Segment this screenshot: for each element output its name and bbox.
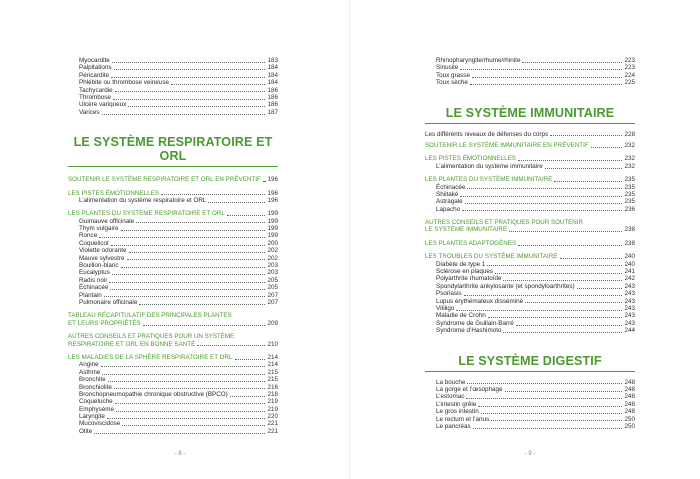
leader-dots [112,61,266,63]
entry-page: 241 [624,268,635,276]
leader-dots [114,387,266,389]
entry-page: 232 [624,155,635,163]
page-number: - 8 - [174,451,186,457]
toc-entry[interactable] [68,406,278,413]
entry-page: 250 [624,422,635,430]
leader-dots [99,236,265,238]
leader-dots [516,324,623,326]
entry-label: Spondylarthrite ankylosante (et spondyloarthrites) [436,282,575,290]
leader-dots [107,417,266,419]
entry-label: Phlébite ou thrombose veineuse [79,79,169,87]
entry-label: Le gros intestin [436,408,479,416]
toc-entry[interactable] [425,386,635,393]
entry-label: Astragale [436,198,463,206]
toc-entry-pistes-immun[interactable] [425,155,635,162]
entry-page: 214 [267,361,278,369]
entry-label: Syndrome de Guillain-Barré [436,319,514,327]
toc-entry[interactable] [68,369,278,376]
toc-entry[interactable] [425,379,635,386]
leader-dots [121,266,266,268]
leader-dots [465,202,623,204]
entry-label: La gorge et l’œsophage [436,385,503,393]
leader-dots [456,309,622,311]
entry-page: 216 [267,383,278,391]
entry-label: Laryngite [79,413,105,421]
toc-entry[interactable] [425,261,635,268]
leader-dots [577,287,623,289]
toc-entry[interactable] [425,393,635,400]
leader-dots [109,281,265,283]
entry-page: 186 [267,93,278,101]
entry-page: 243 [624,312,635,320]
entry-label: Emphysème [79,405,114,413]
entry-label: Maladie de Crohn [436,312,486,320]
toc-entry[interactable] [425,268,635,275]
toc-entry-tableau[interactable] [68,312,278,327]
toc-entry[interactable] [68,87,278,94]
entry-label: Échinacée [436,183,466,191]
leader-dots [102,113,266,115]
toc-entry-autres-conseils[interactable] [68,333,278,348]
entry-label: Échinacée [79,284,109,292]
leader-dots [115,402,266,404]
leader-dots [550,134,622,136]
entry-page: 224 [624,71,635,79]
entry-label: Angine [79,361,99,369]
toc-entry[interactable] [425,79,635,86]
entry-label: L’alimentation du système immunitaire [436,162,543,170]
entry-page: 184 [267,79,278,87]
leader-dots [460,195,622,197]
toc-entry[interactable] [68,240,278,247]
entry-label: Otite [79,427,93,435]
entry-label: Syndrome d’Hashimoto [436,327,502,335]
entry-label: Bronchite [79,376,106,384]
toc-entry[interactable] [425,206,635,213]
orl-entry-list [425,57,635,87]
toc-entry[interactable] [68,79,278,86]
toc-entry[interactable] [425,298,635,305]
toc-entry-niveaux[interactable] [425,131,635,138]
entry-label: L’estomac [436,393,465,401]
entry-label: Plantain [79,291,102,299]
leader-dots [136,221,265,223]
section-title-digestif: LE SYSTÈME DIGESTIF [425,354,635,372]
leader-dots [129,251,266,253]
leader-dots [478,405,622,407]
entry-page: 186 [267,101,278,109]
leader-dots [470,83,623,85]
leader-dots [525,301,622,303]
leader-dots [111,244,266,246]
entry-page: 221 [267,420,278,428]
digestif-entry-list [425,379,635,431]
toc-entry[interactable] [425,72,635,79]
entry-label: Lupus érythémateux disséminé [436,297,524,305]
leader-dots [139,303,265,305]
entry-label: Varices [79,108,100,116]
entry-label: LES PISTES ÉMOTIONNELLES [68,189,159,197]
entry-label: Toux sèche [436,79,468,87]
leader-dots [466,397,622,399]
toc-entry-pistes[interactable] [68,190,278,197]
leader-dots [503,279,622,281]
toc-entry[interactable] [425,64,635,71]
entry-label: Psoriasis [436,290,462,298]
toc-entry[interactable] [68,413,278,420]
leader-dots [116,410,265,412]
entry-label: L’intestin grêle [436,400,477,408]
entry-page: 219 [267,398,278,406]
toc-entry[interactable] [68,420,278,427]
leader-dots [488,316,623,318]
entry-label: Rhinopharyngite/rhume/rhinite [436,56,521,64]
leader-dots [208,201,265,203]
toc-entry[interactable] [68,218,278,225]
toc-entry-plantes-immun[interactable] [425,176,635,183]
leader-dots [128,105,265,107]
toc-entry[interactable] [68,255,278,262]
entry-page: 202 [267,254,278,262]
entry-page: 199 [267,232,278,240]
entry-label-line2: RESPIRATOIRE ET ORL EN BONNE SANTÉ [68,340,196,348]
leader-dots [518,244,622,246]
entry-label: Vitiligo [436,304,455,312]
entry-page: 214 [267,353,278,361]
toc-entry[interactable] [68,262,278,269]
entry-page: 248 [624,378,635,386]
entry-label: Le pancréas [436,422,471,430]
entry-page: 238 [624,239,635,247]
entry-label: Bronchopneumopathie chronique obstructive (BPCO) [79,390,228,398]
toc-entry[interactable] [68,225,278,232]
entry-page: 240 [624,253,635,261]
leader-dots [114,68,266,70]
plantes-entry-list [68,218,278,307]
entry-page: 248 [624,400,635,408]
toc-entry[interactable] [425,275,635,282]
entry-page: 196 [267,176,278,184]
entry-page: 242 [624,275,635,283]
toc-entry-soutenir-immun[interactable] [425,142,635,149]
entry-label: Ronce [79,232,98,240]
entry-label: Ulcère variqueux [79,101,127,109]
entry-page: 218 [267,390,278,398]
entry-page: 235 [624,176,635,184]
entry-page: 238 [624,226,635,234]
leader-dots [472,76,623,78]
leader-dots [460,68,622,70]
entry-page: 223 [624,64,635,72]
entry-label: LES PLANTES DU SYSTÈME RESPIRATOIRE ET ORL [68,210,225,218]
toc-entry[interactable] [68,299,278,306]
leader-dots [111,76,265,78]
toc-entry-autres-immun[interactable] [425,219,635,234]
leader-dots [473,427,623,429]
toc-entry[interactable] [425,184,635,191]
entry-page: 248 [624,393,635,401]
entry-label: Diabète de type 1 [436,260,486,268]
leader-dots [115,90,266,92]
toc-entry[interactable] [425,408,635,415]
leader-dots [263,180,266,182]
entry-page: 232 [624,141,635,149]
leader-dots [503,331,622,333]
entry-page: 215 [267,376,278,384]
leader-dots [481,412,623,414]
entry-page: 235 [624,198,635,206]
entry-page: 240 [624,260,635,268]
entry-label: LES PLANTES DU SYSTÈME IMMUNITAIRE [425,176,553,184]
entry-page: 200 [267,239,278,247]
entry-page: 220 [267,413,278,421]
entry-page: 187 [267,108,278,116]
plantes-immun-entry-list [425,184,635,214]
entry-page: 199 [267,210,278,218]
entry-page: 244 [624,327,635,335]
toc-entry[interactable] [68,57,278,64]
toc-entry[interactable] [68,72,278,79]
entry-label: Bronchiolite [79,383,112,391]
toc-entry[interactable] [68,398,278,405]
toc-entry[interactable] [68,232,278,239]
entry-page: 183 [267,56,278,64]
entry-page: 248 [624,385,635,393]
entry-page: 209 [267,319,278,327]
toc-entry-troubles[interactable] [425,253,635,260]
entry-page: 205 [267,284,278,292]
entry-label: LES TROUBLES DU SYSTÈME IMMUNITAIRE [425,253,558,261]
leader-dots [161,193,266,195]
leader-dots [127,258,266,260]
toc-entry[interactable] [425,305,635,312]
toc-entry-maladies[interactable] [68,354,278,361]
leader-dots [143,324,266,326]
leader-dots [505,390,623,392]
entry-label: Sinusite [436,64,459,72]
entry-label: L’alimentation du système respiratoire et ORL [79,196,207,204]
leader-dots [495,272,622,274]
entry-page: 219 [267,405,278,413]
toc-entry[interactable] [68,109,278,116]
entry-label: Guimauve officinale [79,217,135,225]
toc-entry[interactable] [68,361,278,368]
entry-label-line1: AUTRES CONSEILS ET PRATIQUES POUR SOUTENIR [425,219,583,227]
leader-dots [197,344,265,346]
leader-dots [102,373,265,375]
leader-dots [467,187,622,189]
entry-label: Tachycardie [79,86,113,94]
entry-page: 228 [624,130,635,138]
entry-page: 207 [267,291,278,299]
cardio-entry-list [68,57,278,116]
toc-entry[interactable] [425,320,635,327]
section-title-respiratoire: LE SYSTÈME RESPIRATOIRE ET ORL [68,135,278,167]
toc-entry[interactable] [68,284,278,291]
entry-label: Bouillon-blanc [79,262,119,270]
entry-label: Les différents niveaux de défenses du corps [425,130,549,138]
entry-label: Asthme [79,368,101,376]
entry-label: Le rectum et l’anus [436,415,490,423]
toc-entry[interactable] [68,292,278,299]
leader-dots [94,432,265,434]
toc-entry[interactable] [425,57,635,64]
leader-dots [112,273,266,275]
toc-entry-alimentation-immun[interactable] [425,163,635,170]
entry-page: 196 [267,189,278,197]
leader-dots [491,419,622,421]
toc-entry-alimentation[interactable] [68,197,278,204]
entry-label: Toux grasse [436,71,470,79]
leader-dots [462,209,622,211]
leader-dots [235,358,266,360]
maladies-entry-list [68,361,278,435]
toc-entry-soutenir[interactable] [68,176,278,183]
section-title-immunitaire: LE SYSTÈME IMMUNITAIRE [425,106,635,124]
leader-dots [104,295,266,297]
entry-label: Mucoviscidose [79,420,121,428]
entry-page: 199 [267,217,278,225]
entry-page: 184 [267,64,278,72]
leader-dots [467,382,622,384]
toc-entry-plantes[interactable] [68,210,278,217]
leader-dots [464,294,623,296]
leader-dots [108,380,266,382]
entry-label: SOUTENIR LE SYSTÈME IMMUNITAIRE EN PRÉVENTIF [425,141,589,149]
entry-page: 215 [267,368,278,376]
leader-dots [509,230,622,232]
toc-entry-adaptogenes[interactable] [425,240,635,247]
entry-label: Eucalyptus [79,269,110,277]
entry-page: 235 [624,190,635,198]
toc-entry[interactable] [425,401,635,408]
leader-dots [122,424,265,426]
leader-dots [522,61,622,63]
entry-page: 223 [624,56,635,64]
entry-label: LES PLANTES ADAPTOGÈNES [425,239,517,247]
toc-entry[interactable] [68,428,278,435]
leader-dots [518,159,623,161]
entry-label: Coqueluche [79,398,113,406]
entry-label: Myocardite [79,56,110,64]
toc-entry[interactable] [68,101,278,108]
page-number: - 9 - [524,451,536,457]
entry-page: 203 [267,262,278,270]
entry-label: Sclérose en plaques [436,268,494,276]
toc-entry[interactable] [425,290,635,297]
entry-label: La bouche [436,378,466,386]
toc-entry[interactable] [425,191,635,198]
toc-entry[interactable] [425,283,635,290]
left-toc [68,57,278,435]
entry-page: 203 [267,269,278,277]
toc-entry[interactable] [425,198,635,205]
entry-page: 207 [267,298,278,306]
entry-label: SOUTENIR LE SYSTÈME RESPIRATOIRE ET ORL EN PRÉVENTIF [68,176,261,184]
leader-dots [591,146,623,148]
leader-dots [101,365,266,367]
toc-entry[interactable] [68,94,278,101]
leader-dots [171,83,266,85]
toc-entry[interactable] [425,312,635,319]
leader-dots [554,180,622,182]
entry-label: Péricardite [79,71,110,79]
toc-entry[interactable] [68,269,278,276]
entry-page: 236 [624,205,635,213]
entry-page: 250 [624,415,635,423]
toc-entry[interactable] [425,327,635,334]
entry-page: 243 [624,282,635,290]
entry-page: 248 [624,408,635,416]
toc-entry[interactable] [425,416,635,423]
entry-label: Pulmonaire officinale [79,298,138,306]
toc-entry[interactable] [68,391,278,398]
entry-page: 225 [624,79,635,87]
entry-label: Mauve sylvestre [79,254,125,262]
leader-dots [113,98,266,100]
entry-page: 232 [624,162,635,170]
entry-label: LES PISTES ÉMOTIONNELLES [425,155,516,163]
toc-entry[interactable] [68,247,278,254]
entry-page: 199 [267,225,278,233]
leader-dots [110,288,265,290]
right-page [350,0,700,479]
entry-page: 243 [624,290,635,298]
toc-entry[interactable] [68,64,278,71]
entry-label-line2: ET LEURS PROPRIÉTÉS [68,319,141,327]
leader-dots [121,229,266,231]
entry-label: Lapacho [436,205,461,213]
leader-dots [487,264,622,266]
entry-label-line1: AUTRES CONSEILS ET PRATIQUES POUR UN SYSTÈME [68,333,235,341]
entry-page: 196 [267,196,278,204]
entry-label: Polyarthrite rhumatoïde [436,275,502,283]
toc-entry[interactable] [68,376,278,383]
entry-label: Radis noir [79,276,108,284]
entry-page: 210 [267,340,278,348]
entry-label: Violette odorante [79,247,127,255]
entry-label-line2: LE SYSTÈME IMMUNITAIRE [425,226,508,234]
toc-entry[interactable] [68,384,278,391]
entry-label: Thrombose [79,93,111,101]
entry-label: Thym vulgaire [79,225,119,233]
entry-page: 184 [267,71,278,79]
entry-page: 205 [267,276,278,284]
leader-dots [230,395,266,397]
toc-entry[interactable] [425,423,635,430]
entry-page: 202 [267,247,278,255]
entry-label: Shiitaké [436,190,459,198]
troubles-entry-list [425,261,635,335]
leader-dots [560,257,623,259]
entry-page: 243 [624,319,635,327]
leader-dots [545,167,623,169]
entry-label: Palpitations [79,64,112,72]
entry-page: 186 [267,86,278,94]
entry-page: 243 [624,304,635,312]
entry-page: 243 [624,297,635,305]
entry-label-line1: TABLEAU RÉCAPITULATIF DES PRINCIPALES PLANTES [68,312,232,320]
entry-page: 235 [624,183,635,191]
leader-dots [227,214,266,216]
entry-label: LES MALADIES DE LA SPHÈRE RESPIRATOIRE ET ORL [68,353,233,361]
entry-label: Coquelicot [79,239,109,247]
right-toc [425,57,635,430]
entry-page: 221 [267,427,278,435]
